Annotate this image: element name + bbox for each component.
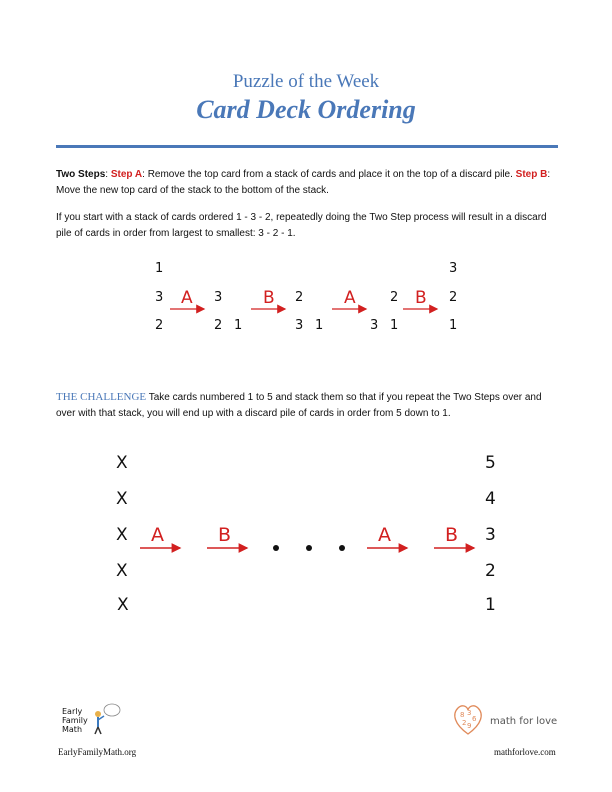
rules-paragraph: [56, 167, 556, 199]
puzzle-kicker: Puzzle of the Week: [232, 71, 380, 92]
math-for-love-logo: [450, 700, 560, 740]
early-family-math-url[interactable]: EarlyFamilyMath.org: [58, 747, 137, 757]
logo-word: Early: [62, 707, 83, 716]
number-heart-icon: [455, 706, 481, 734]
math-for-love-wordmark: [490, 716, 557, 727]
challenge-heading: THE CHALLENGE: [56, 391, 147, 403]
rules-lead: Two Steps: [56, 169, 106, 180]
rules-separator: :: [105, 169, 111, 180]
example-card: 1: [155, 261, 164, 276]
example-discard-card: 1: [315, 318, 324, 333]
page-title: Card Deck Ordering: [196, 95, 416, 124]
example-discard-card: 1: [234, 318, 243, 333]
challenge-diagram: [0, 440, 612, 620]
example-card: 2: [390, 290, 399, 305]
svg-text:9: 9: [467, 722, 472, 730]
result-card: 2: [485, 561, 496, 581]
logo-word: Family: [62, 716, 88, 725]
step-a-marker: A: [181, 288, 193, 308]
logo-word: Math: [62, 725, 83, 734]
unknown-card: X: [116, 561, 128, 581]
step-b-text: : Move the new top card of the stack to the bottom of the stack.: [56, 169, 551, 196]
ellipsis-dot: [339, 545, 345, 551]
result-card: 3: [485, 525, 496, 545]
early-family-math-logo: [60, 700, 130, 740]
result-card: 1: [485, 595, 496, 615]
example-card: 3: [370, 318, 379, 333]
ellipsis-dot: [306, 545, 312, 551]
example-card: 3: [155, 290, 164, 305]
unknown-card: X: [116, 525, 128, 545]
step-a-marker: A: [378, 524, 391, 546]
title-divider: [56, 145, 558, 148]
svg-text:2: 2: [462, 719, 467, 727]
step-a-text: : Remove the top card from a stack of cards and place it on the top of a discard pile.: [142, 169, 516, 180]
unknown-card: X: [117, 595, 129, 615]
example-card: 1: [449, 318, 458, 333]
unknown-card: X: [116, 489, 128, 509]
example-discard-card: 1: [390, 318, 399, 333]
wordmark-text: math for love: [490, 716, 558, 727]
svg-text:8: 8: [460, 711, 465, 719]
svg-text:6: 6: [472, 715, 477, 723]
step-b-marker: B: [263, 288, 275, 308]
example-paragraph: If you start with a stack of cards ordered 1 - 3 - 2, repeatedly doing the Two Step process will result in a discard pile of cards in order from largest to smallest: 3 - 2 - 1.: [56, 212, 547, 239]
example-card: 3: [214, 290, 223, 305]
example-diagram: [0, 250, 612, 340]
step-a-marker: A: [151, 524, 164, 546]
example-card: 3: [449, 261, 458, 276]
challenge-paragraph: [56, 389, 556, 422]
example-card: 2: [214, 318, 223, 333]
unknown-card: X: [116, 453, 128, 473]
step-a-label: Step A: [110, 169, 143, 180]
step-b-label: Step B: [515, 169, 548, 180]
kid-figure-icon: [95, 704, 120, 734]
step-a-marker: A: [344, 288, 356, 308]
ellipsis-dot: [273, 545, 279, 551]
example-card: 2: [155, 318, 164, 333]
step-b-marker: B: [415, 288, 427, 308]
math-for-love-url[interactable]: mathforlove.com: [494, 747, 556, 757]
example-card: 3: [295, 318, 304, 333]
step-b-marker: B: [218, 524, 232, 546]
example-card: 2: [449, 290, 458, 305]
challenge-text: Take cards numbered 1 to 5 and stack them so that if you repeat the Two Steps over and over with that stack, you will end up with a discard pile of cards in order from 5 down to 1.: [56, 392, 542, 419]
result-card: 4: [485, 489, 496, 509]
example-card: 2: [295, 290, 304, 305]
result-card: 5: [485, 453, 496, 473]
step-b-marker: B: [445, 524, 459, 546]
svg-text:3: 3: [467, 709, 472, 717]
